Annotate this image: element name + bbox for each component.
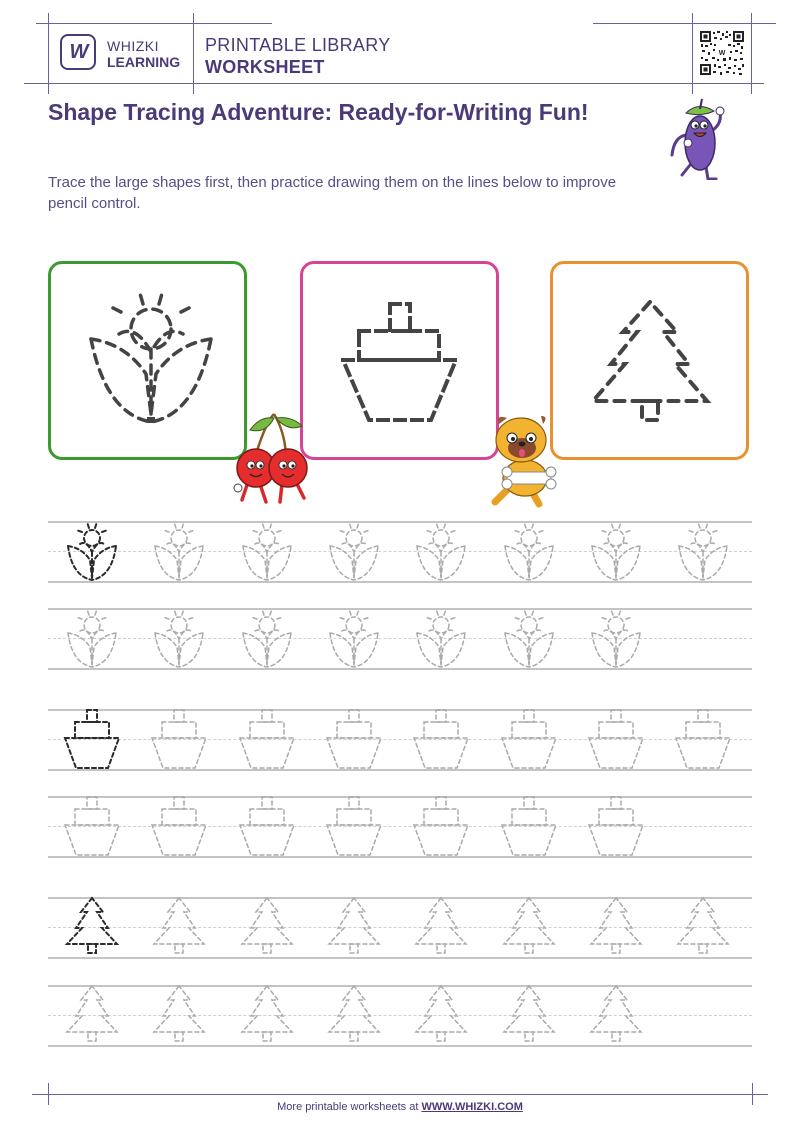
tree-tracing-shape[interactable]: [324, 896, 384, 958]
instructions: Trace the large shapes first, then practice drawing them on the lines below to improve pencil control.: [48, 174, 617, 212]
flower-tracing-shape[interactable]: [673, 520, 733, 582]
flower-tracing-shape[interactable]: [237, 607, 297, 669]
boat-trace-shape[interactable]: [303, 264, 496, 457]
tree-tracing-shape[interactable]: [324, 984, 384, 1046]
tree-tracing-shape[interactable]: [499, 984, 559, 1046]
worksheet-label: WORKSHEET: [205, 57, 325, 77]
boat-tracing-shape[interactable]: [62, 708, 122, 770]
footer-rule: [32, 1094, 768, 1095]
library-label: PRINTABLE LIBRARY: [205, 35, 391, 55]
tree-trace-card: [550, 261, 749, 460]
tree-trace-shape[interactable]: [553, 264, 746, 457]
boat-tracing-shape[interactable]: [324, 795, 384, 857]
boat-tracing-shape[interactable]: [411, 708, 471, 770]
flower-tracing-shape[interactable]: [499, 520, 559, 582]
tree-tracing-shape[interactable]: [586, 896, 646, 958]
tree-tracing-shape[interactable]: [62, 984, 122, 1046]
logo-letter: W: [69, 40, 87, 63]
tree-tracing-shape[interactable]: [237, 896, 297, 958]
boat-tracing-shape[interactable]: [62, 795, 122, 857]
header-divider-qr-right: [751, 13, 752, 94]
header-bottom-rule: [24, 83, 764, 84]
brand-name: WHIZKI: [107, 38, 159, 54]
boat-tracing-shape[interactable]: [149, 708, 209, 770]
flower-tracing-shape[interactable]: [411, 520, 471, 582]
boat-tracing-shape[interactable]: [324, 708, 384, 770]
tree-tracing-shape[interactable]: [62, 896, 122, 958]
flower-trace-card: [48, 261, 247, 460]
tree-tracing-shape[interactable]: [411, 896, 471, 958]
header-top-rule: [36, 23, 272, 24]
brand-subname: LEARNING: [107, 54, 181, 70]
pug-mascot: [487, 410, 565, 510]
boat-trace-card: [300, 261, 499, 460]
tree-tracing-shape[interactable]: [499, 896, 559, 958]
tree-tracing-shape[interactable]: [586, 984, 646, 1046]
flower-tracing-shape[interactable]: [237, 520, 297, 582]
flower-tracing-shape[interactable]: [324, 607, 384, 669]
boat-tracing-shape[interactable]: [237, 795, 297, 857]
header-divider-left: [48, 13, 49, 94]
flower-tracing-shape[interactable]: [62, 520, 122, 582]
boat-tracing-shape[interactable]: [237, 708, 297, 770]
flower-tracing-shape[interactable]: [586, 607, 646, 669]
boat-tracing-shape[interactable]: [586, 795, 646, 857]
cherries-mascot: [226, 412, 324, 507]
flower-tracing-shape[interactable]: [499, 607, 559, 669]
tree-tracing-shape[interactable]: [411, 984, 471, 1046]
flower-tracing-shape[interactable]: [411, 607, 471, 669]
tree-tracing-shape[interactable]: [237, 984, 297, 1046]
tree-tracing-shape[interactable]: [673, 896, 733, 958]
flower-tracing-shape[interactable]: [149, 607, 209, 669]
header-divider-mid: [193, 13, 194, 94]
boat-tracing-shape[interactable]: [673, 708, 733, 770]
flower-tracing-shape[interactable]: [62, 607, 122, 669]
footer: [0, 1101, 800, 1113]
boat-tracing-shape[interactable]: [499, 708, 559, 770]
qr-code-icon[interactable]: [699, 30, 745, 76]
flower-trace-shape[interactable]: [51, 264, 244, 457]
page-title: Shape Tracing Adventure: Ready-for-Writing Fun!: [48, 99, 589, 125]
footer-text: More printable worksheets at: [277, 1101, 422, 1113]
boat-tracing-shape[interactable]: [149, 795, 209, 857]
website-link[interactable]: WWW.WHIZKI.COM: [421, 1101, 523, 1113]
tree-tracing-shape[interactable]: [149, 896, 209, 958]
flower-tracing-shape[interactable]: [586, 520, 646, 582]
boat-tracing-shape[interactable]: [586, 708, 646, 770]
eggplant-mascot: [668, 95, 728, 180]
flower-tracing-shape[interactable]: [149, 520, 209, 582]
tree-tracing-shape[interactable]: [149, 984, 209, 1046]
header-divider-qr-left: [692, 13, 693, 94]
boat-tracing-shape[interactable]: [411, 795, 471, 857]
flower-tracing-shape[interactable]: [324, 520, 384, 582]
boat-tracing-shape[interactable]: [499, 795, 559, 857]
whizki-logo-icon: [60, 34, 96, 70]
svg-text:W: W: [718, 50, 726, 57]
header-top-rule-right: [593, 23, 776, 24]
